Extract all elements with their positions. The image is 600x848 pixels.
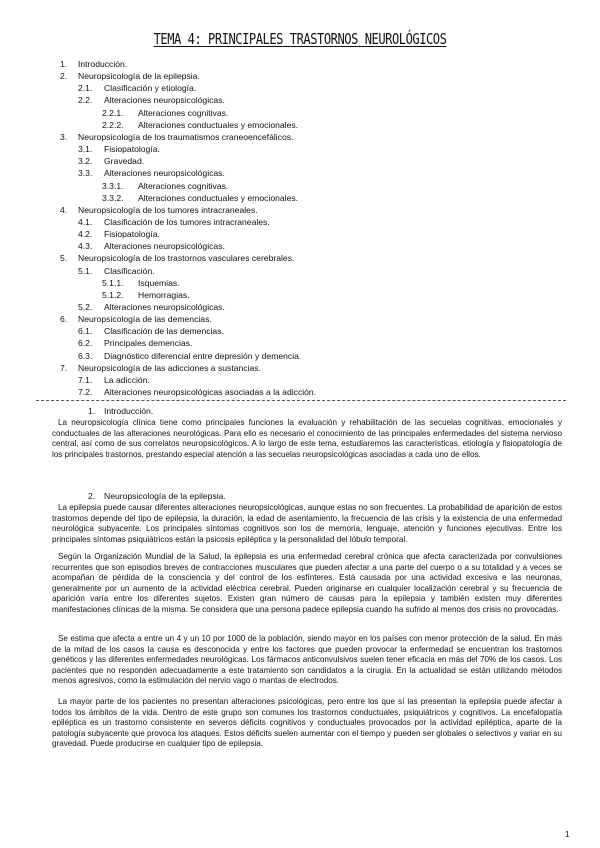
toc-item-text: Alteraciones cognitivas. [138, 180, 229, 191]
toc-item-text: Hemorragias. [138, 289, 190, 300]
toc-item-number: 6.1. [78, 326, 93, 337]
toc-item-number: 3.3. [78, 168, 93, 179]
toc-item-number: 6.3. [78, 350, 93, 361]
toc-item-text: Neuropsicología de las demencias. [78, 314, 212, 325]
section-2-paragraph-2 [52, 552, 562, 616]
toc-item-text: Clasificación y etiología. [104, 83, 197, 94]
toc-item-number: 1. [60, 59, 68, 69]
toc-item-number: 2. [60, 71, 68, 82]
toc-item-text: Neuropsicología de los tumores intracraneales. [78, 204, 258, 215]
toc-item-number: 2.2.1. [102, 107, 124, 118]
section-2-paragraph-4-text: La mayor parte de los pacientes no presentan alteraciones psicológicas, pero entre los que sí las presentan la epilepsia puede afectar a todos los ámbitos de la vida. Dentro de este grupo son comunes los trastornos conductuales, psiquiátricos y cognitivos. La encefalopatía epiléptica es un trastorno consistente en severos déficits cognitivos y conductuales provocados por la actividad epiléptica, aparte de la patología subyacente que provoca los ataques. Estos déficits suelen aumentar con el tiempo y pueden ser globales o selectivos y variar en su gravedad. Puede producirse en cualquier tipo de epilepsia. [52, 697, 562, 749]
toc-item-text: Neuropsicología de la epilepsia. [78, 71, 200, 82]
section-2-paragraph-4 [52, 697, 562, 750]
toc-item-text: Alteraciones conductuales y emocionales. [138, 119, 299, 130]
toc-item-text: Neuropsicología de las adicciones a sustancias. [78, 362, 261, 373]
toc-item-number: 2.2. [78, 95, 93, 106]
toc-item-text: Alteraciones neuropsicológicas. [104, 168, 225, 179]
toc-item-number: 3. [60, 131, 68, 142]
toc-item-text: Neuropsicología de los traumatismos craneoencefálicos. [78, 131, 294, 142]
toc-item-number: 4.2. [78, 229, 93, 240]
toc-item-number: 4.3. [78, 241, 93, 252]
section-2-paragraph-2-text: Según la Organización Mundial de la Salud, la epilepsia es una enfermedad cerebral crónica que afecta caracterizada por convulsiones recurrentes que son episodios breves de contracciones musculares que pueden afectar a una parte del cuerpo o a su totalidad y a veces se acompañan de pérdida de la consciencia y del control de los esfínteres. Está causada por una actividad excesiva e las neuronas, generalmente por un aumento de la actividad eléctrica cerebral. Pueden originarse en cualquier localización cerebral y su frecuencia de aparición varía entre los diferentes sujetos. Existen gran número de causas para la epilepsia y también existen muy diferentes manifestaciones clínicas de la misma. Se considera que una persona padece epilepsia cuando ha sufrido al menos dos crisis no provocadas. [52, 552, 562, 614]
toc-item-number: 4.1. [78, 216, 93, 227]
toc-item-number: 3.3.2. [102, 192, 124, 203]
toc-item-text: Clasificación de las demencias. [104, 326, 224, 337]
section-2-paragraph-3 [52, 634, 562, 687]
section-1-heading-number: 1. [88, 406, 96, 416]
toc-item-text: Introducción. [78, 59, 128, 69]
toc-item-text: Fisiopatología. [104, 229, 160, 240]
toc-item-number: 6.2. [78, 338, 93, 349]
page-title: TEMA 4: PRINCIPALES TRASTORNOS NEUROLÓGICOS [153, 30, 447, 48]
toc-item-number: 3.2. [78, 156, 93, 167]
section-2-heading-number: 2. [88, 491, 96, 501]
section-1-paragraph-text: La neuropsicología clínica tiene como principales funciones la evaluación y rehabilitación de las secuelas cognitivas, emocionales y conductuales de las alteraciones neurológicas. Para ello es necesario el conocimiento de las principales enfermedades del sistema nervioso central, así como de sus correlatos neuropsicológicos. A lo largo de este tema, estudiaremos las características, etiología y fisiopatología de los principales trastornos, prestando especial atención a las secuelas neuropsicológicas asociadas a cada uno de ellos. [52, 418, 562, 459]
toc-item-text: Alteraciones neuropsicológicas asociadas a la adicción. [104, 387, 317, 398]
toc-item-number: 5.1.2. [102, 289, 124, 300]
toc-item-text: Alteraciones conductuales y emocionales. [138, 192, 299, 203]
toc-item-number: 3.3.1. [102, 180, 124, 191]
toc-item-number: 7.1. [78, 374, 93, 385]
toc-item-text: Clasificación de los tumores intracraneales. [104, 216, 270, 227]
section-2-paragraph-1 [52, 503, 562, 545]
section-2-paragraph-3-text: Se estima que afecta a entre un 4 y un 10 por 1000 de la población, siendo mayor en los países con menor protección de la salud. En más de la mitad de los casos la causa es desconocida y entre los factores que pueden provocar la enfermedad se encuentran los trastornos genéticos y las diferentes enfermedades neurológicas. Los fármacos anticonvulsivos suelen tener eficacia en más del 70% de los casos. Los pacientes que no responden adecuadamente a este tratamiento son candidatos a la cirugía. En la actualidad se están utilizando métodos menos agresivos, como la estimulación del nervio vago o mantas de electrodos. [52, 634, 562, 686]
toc-item-text: La adicción. [104, 374, 150, 385]
toc-item-number: 5.1. [78, 265, 93, 276]
toc-item-number: 5. [60, 253, 68, 264]
toc-item-text: Alteraciones neuropsicológicas. [104, 302, 225, 312]
section-2-paragraph-1-text: La epilepsia puede causar diferentes alteraciones neuropsicológicas, aunque estas no son frecuentes. La probabilidad de aparición de estos trastornos depende del tipo de epilepsia, la duración, la edad de asentamiento, la frecuencia de las crisis y la existencia de una enfermedad neurológica subyacente. Los principales síntomas cognitivos son los de memoria, lenguaje, atención y funciones ejecutivas. Entre los principales síntomas psiquiátricos están la psicosis epiléptica y la personalidad del lóbulo temporal. [52, 503, 562, 544]
toc-item-text: Clasificación. [104, 265, 155, 276]
toc-item-text: Alteraciones neuropsicológicas. [104, 241, 225, 252]
toc-item-text: Alteraciones cognitivas. [138, 107, 229, 118]
toc-item-text: Isquemias. [138, 277, 180, 288]
toc-item-number: 7. [60, 362, 68, 373]
toc-item-number: 3.1. [78, 144, 93, 155]
toc-item-number: 2.2.2. [102, 119, 124, 130]
toc-item-number: 7.2. [78, 387, 93, 398]
toc-item-text: Diagnóstico diferencial entre depresión y demencia. [104, 350, 302, 361]
toc-item-text: Principales demencias. [104, 338, 193, 349]
toc-item-number: 5.1.1. [102, 277, 124, 288]
toc-item-number: 4. [60, 204, 68, 215]
section-2-heading: Neuropsicología de la epilepsia. [104, 491, 226, 501]
section-1-paragraph [52, 418, 562, 460]
toc-item-text: Gravedad. [104, 156, 145, 167]
dashed-divider [36, 400, 566, 401]
toc-item-number: 2.1. [78, 83, 93, 94]
toc-item-text: Alteraciones neuropsicológicas. [104, 95, 225, 106]
page-number: 1 [565, 830, 570, 839]
toc-item-text: Neuropsicología de los trastornos vasculares cerebrales. [78, 253, 295, 264]
toc-item-number: 5.2. [78, 302, 93, 312]
toc-item-number: 6. [60, 314, 68, 325]
toc-item-text: Fisiopatología. [104, 144, 160, 155]
section-1-heading: Introducción. [104, 406, 154, 416]
